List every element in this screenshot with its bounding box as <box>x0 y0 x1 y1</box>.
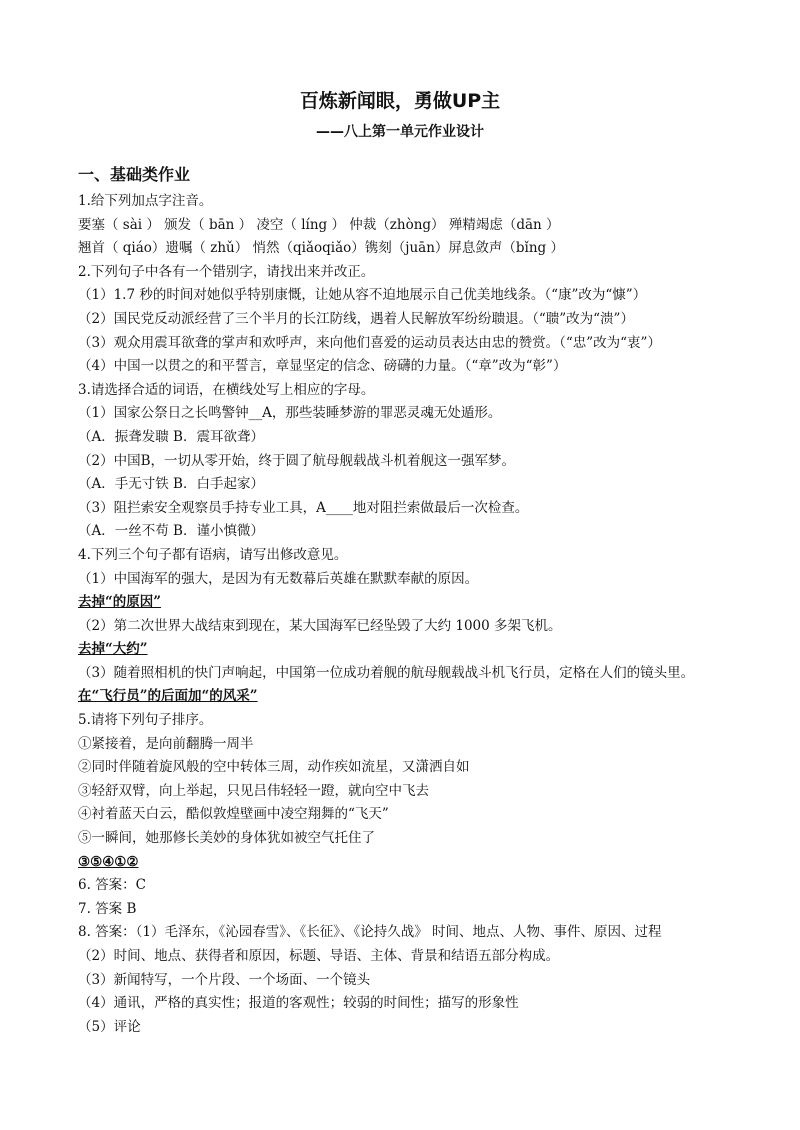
question-1-prompt: 1.给下列加点字注音。 <box>78 193 213 209</box>
q3-options-1: （A．振聋发聩 B．震耳欲聋） <box>78 428 264 445</box>
question-3-prompt: 3.请选择合适的词语，在横线处写上相应的字母。 <box>78 381 375 398</box>
question-5-prompt: 5.请将下列句子排序。 <box>78 712 213 729</box>
q3-item-3: （3）阻拦索安全观察员手持专业工具，A____地对阻拦索做最后一次检查。 <box>78 499 529 516</box>
q7-answer: 7. 答案 B <box>78 900 137 917</box>
q2-item-2: （2）国民党反动派经营了三个半月的长江防线，遇着人民解放军纷纷聩退。（“聩”改为“溃”） <box>78 310 634 327</box>
q8-answer-4: （4）通讯，严格的真实性；报道的客观性；较弱的时间性；描写的形象性 <box>78 995 519 1012</box>
q4-item-2: （2）第二次世界大战结束到现在，某大国海军已经坠毁了大约 1000 多架飞机。 <box>78 617 562 634</box>
q8-answer-2: （2）时间、地点、获得者和原因，标题、导语、主体、背景和结语五部分构成。 <box>78 948 560 964</box>
q2-item-1: （1）1.7 秒的时间对她似乎特别康慨，让她从容不迫地展示自己优美地线条。（“康”改为“慷”） <box>78 287 647 304</box>
question-4-prompt: 4.下列三个句子都有语病，请写出修改意见。 <box>78 546 348 563</box>
q3-options-2: （A．手无寸铁 B．白手起家） <box>78 476 264 493</box>
q6-answer: 6. 答案：C <box>78 877 147 894</box>
q8-answer-1: 8. 答案：（1）毛泽东，《沁园春雪》、《长征》、《论持久战》 时间、地点、人物、事件、原因、过程 <box>78 924 662 941</box>
q5-sentence-3: ③轻舒双臂，向上举起，只见吕伟轻轻一蹬，就向空中飞去 <box>78 782 429 799</box>
q5-sentence-1: ①紧接着，是向前翻腾一周半 <box>78 735 254 752</box>
q3-options-3: （A．一丝不苟 B．谨小慎微） <box>78 523 264 540</box>
pinyin-line-2: 翘首（ qiáo）遗嘱（ zhǔ） 悄然（qiǎoqiǎo）镌刻（juān）屏息敛声（bǐng ） <box>78 240 564 257</box>
q4-item-3: （3）随着照相机的快门声响起，中国第一位成功着舰的航母舰载战斗机飞行员，定格在人们的镜头里。 <box>78 664 695 681</box>
pinyin-line-1: 要塞（ sài ） 颁发（ bān ） 凌空（ líng ） 仲裁（zhòng） 殚精竭虑（dān ） <box>78 216 560 233</box>
q3-item-2: （2）中国B，一切从零开始，终于圆了航母舰载战斗机着舰这一强军梦。 <box>78 452 516 469</box>
q5-sentence-2: ②同时伴随着旋风般的空中转体三周，动作疾如流星，又潇洒自如 <box>78 759 470 776</box>
question-2-prompt: 2.下列句子中各有一个错别字，请找出来并改正。 <box>78 263 375 280</box>
document-body <box>78 190 758 1039</box>
section-heading: 一、基础类作业 <box>78 165 191 184</box>
q5-sentence-5: ⑤一瞬间，她那修长美妙的身体犹如被空气托住了 <box>78 830 375 847</box>
q8-answer-3: （3）新闻特写，一个片段、一个场面、一个镜头 <box>78 971 371 988</box>
q4-item-1: （1）中国海军的强大，是因为有无数幕后英雄在默默奉献的原因。 <box>78 570 479 587</box>
q5-answer: ③⑤④①② <box>78 853 139 870</box>
q2-item-4: （4）中国一以贯之的和平誓言，章显坚定的信念、磅礴的力量。（“章”改为“彰”） <box>78 358 567 375</box>
q5-sentence-4: ④衬着蓝天白云，酷似敦煌壁画中凌空翔舞的“飞天” <box>78 806 389 823</box>
q4-answer-1: 去掉“的原因” <box>78 594 162 611</box>
page-title: 百炼新闻眼，勇做UP主 <box>299 90 501 112</box>
q4-answer-3: 在“飞行员”的后面加“的风采” <box>78 688 258 705</box>
q3-item-1: （1）国家公祭日之长鸣警钟__A，那些装睡梦游的罪恶灵魂无处遁形。 <box>78 405 502 422</box>
q2-item-3: （3）观众用震耳欲聋的掌声和欢呼声，来向他们喜爱的运动员表达由忠的赞赏。（“忠”改为“衷”） <box>78 334 661 351</box>
q8-answer-5: （5）评论 <box>78 1018 141 1035</box>
q4-answer-2: 去掉“大约” <box>78 641 148 658</box>
page-subtitle: ——八上第一单元作业设计 <box>316 124 484 140</box>
